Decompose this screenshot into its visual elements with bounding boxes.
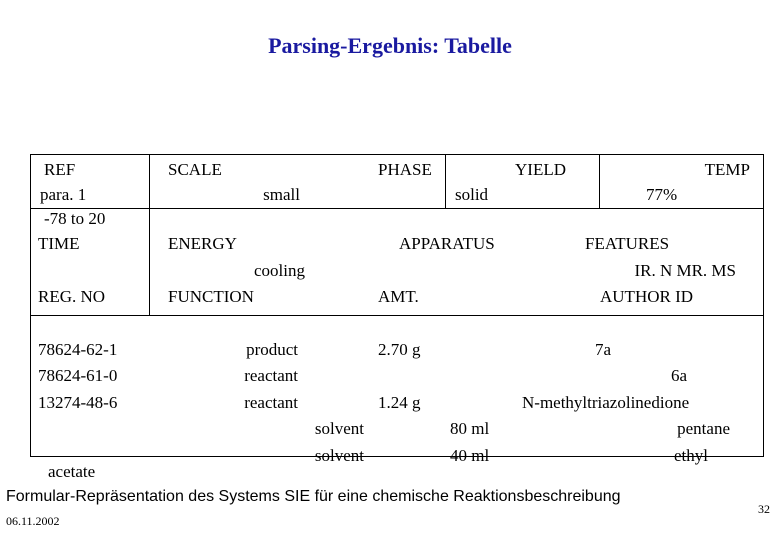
reg-no-label: REG. NO: [38, 287, 106, 306]
energy-value: cooling: [254, 261, 305, 280]
apparatus-label: APPARATUS: [399, 234, 495, 253]
reg-no-value: 78624-62-1: [38, 340, 118, 359]
slide-title: Parsing-Ergebnis: Tabelle: [268, 33, 512, 58]
column-divider: [445, 155, 446, 208]
slide-date: 06.11.2002: [6, 514, 60, 528]
row-divider: [31, 315, 763, 316]
slide-footer: Formular-Repräsentation des Systems SIE für eine chemische Reaktionsbeschreibung: [6, 488, 621, 505]
author-id-value: 7a: [595, 340, 612, 359]
temperature-range: -78 to 20: [44, 209, 106, 228]
reg-no-value: 13274-48-6: [38, 393, 118, 412]
function-value: solvent: [314, 446, 364, 465]
amount-label: AMT.: [378, 287, 419, 306]
energy-label: ENERGY: [168, 234, 237, 253]
amount-value: 80 ml: [450, 419, 490, 438]
column-divider: [149, 155, 150, 315]
function-value: reactant: [244, 366, 298, 385]
function-value: product: [246, 340, 298, 359]
reg-no-value: 78624-61-0: [38, 366, 118, 385]
function-value: reactant: [244, 393, 298, 412]
temp-label: TEMP: [704, 160, 750, 179]
scale-value: small: [263, 185, 300, 204]
features-value: IR. N MR. MS: [634, 261, 736, 280]
author-id-label: AUTHOR ID: [600, 287, 694, 306]
author-id-value: pentane: [677, 419, 730, 438]
author-id-value: 6a: [670, 366, 687, 385]
amount-value: 1.24 g: [378, 393, 421, 412]
overflow-text: acetate: [48, 462, 96, 481]
yield-value: 77%: [646, 185, 678, 204]
amount-value: 2.70 g: [378, 340, 421, 359]
phase-value: solid: [455, 185, 489, 204]
phase-label: PHASE: [378, 160, 432, 179]
time-label: TIME: [38, 234, 80, 253]
row-divider: [31, 208, 763, 209]
author-id-value: N-methyltriazolinedione: [522, 393, 690, 412]
author-id-value: ethyl: [674, 446, 708, 465]
scale-label: SCALE: [168, 160, 222, 179]
column-divider: [599, 155, 600, 208]
function-label: FUNCTION: [168, 287, 254, 306]
function-value: solvent: [314, 419, 364, 438]
amount-value: 40 ml: [450, 446, 490, 465]
features-label: FEATURES: [585, 234, 670, 253]
ref-label: REF: [44, 160, 76, 179]
para-label: para. 1: [40, 185, 87, 204]
page-number: 32: [758, 502, 770, 516]
yield-label: YIELD: [515, 160, 566, 179]
